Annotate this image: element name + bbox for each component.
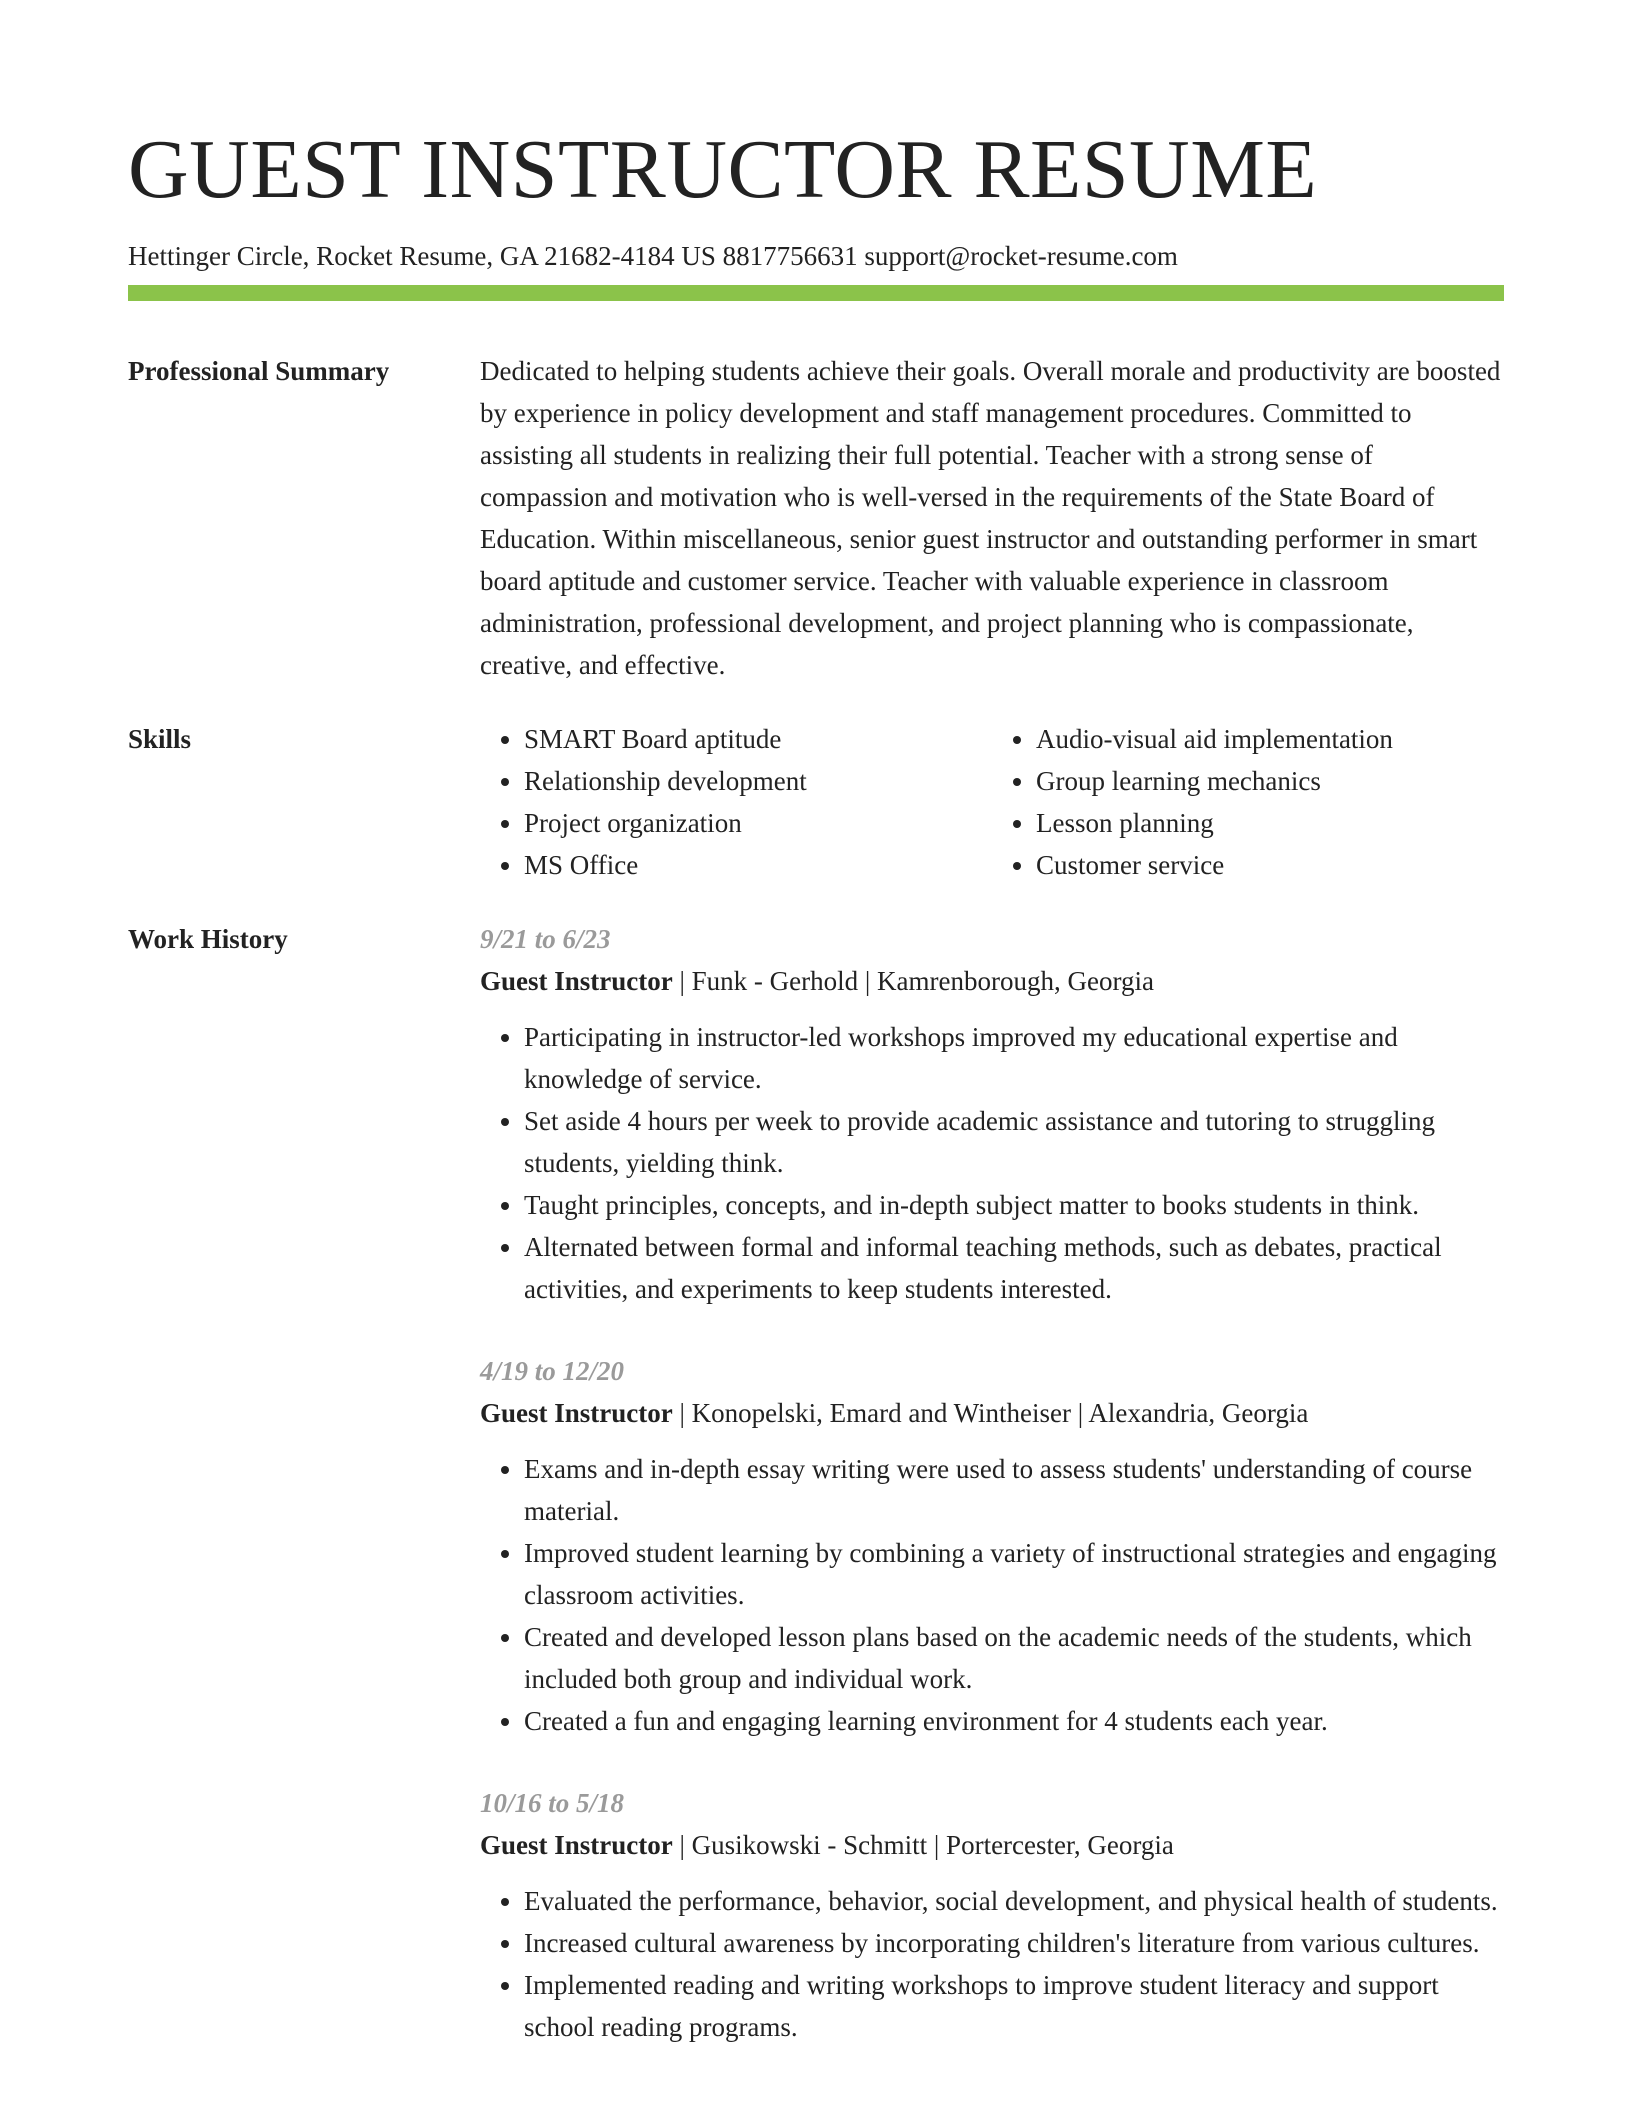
job-entry [480,1350,1504,1742]
job-bullet-list [480,1016,1504,1310]
job-bullet: • Implemented reading and writing workshops to improve student literacy and support school reading programs. [524,1964,1504,2048]
job-title-line [480,960,1504,1002]
job-details: | Funk - Gerhold | Kamrenborough, Georgia [672,966,1154,996]
skill-item: • Lesson planning [1036,802,1504,844]
skills-body [480,718,1504,886]
job-title-line [480,1392,1504,1434]
skills-grid [480,718,1504,886]
skills-heading: Skills [128,724,192,754]
job-title: Guest Instructor [480,966,673,996]
job-bullet: • Evaluated the performance, behavior, social development, and physical health of students. [524,1880,1504,1922]
job-dates: 9/21 to 6/23 [480,924,611,954]
work-history-body [480,918,1504,2088]
skills-list-right [992,718,1504,886]
job-dates: 4/19 to 12/20 [480,1356,625,1386]
skill-item: • SMART Board aptitude [524,718,992,760]
job-bullet: • Created and developed lesson plans based on the academic needs of the students, which included both group and individual work. [524,1616,1504,1700]
skill-item: • MS Office [524,844,992,886]
summary-heading: Professional Summary [128,356,390,386]
job-bullet: • Exams and in-depth essay writing were used to assess students' understanding of course material. [524,1448,1504,1532]
job-bullet-list [480,1448,1504,1742]
job-title: Guest Instructor [480,1830,673,1860]
job-bullet: • Alternated between formal and informal teaching methods, such as debates, practical activities, and experiments to keep students interested. [524,1226,1504,1310]
resume-title: GUEST INSTRUCTOR RESUME [128,123,1318,216]
skill-item: • Project organization [524,802,992,844]
contact-line: Hettinger Circle, Rocket Resume, GA 21682-4184 US 8817756631 support@rocket-resume.com [128,241,1178,271]
job-entry [480,918,1504,1310]
skill-item: • Audio-visual aid implementation [1036,718,1504,760]
accent-divider [128,285,1504,301]
work-history-heading: Work History [128,924,288,954]
summary-body [480,350,1504,686]
job-bullet: • Set aside 4 hours per week to provide academic assistance and tutoring to struggling students, yielding think. [524,1100,1504,1184]
job-title-line [480,1824,1504,1866]
job-entry [480,1782,1504,2048]
skill-item: • Group learning mechanics [1036,760,1504,802]
resume-header [128,120,1504,274]
skills-list-left [480,718,992,886]
job-bullet: • Increased cultural awareness by incorporating children's literature from various cultures. [524,1922,1504,1964]
job-bullet: • Taught principles, concepts, and in-depth subject matter to books students in think. [524,1184,1504,1226]
job-bullet: • Participating in instructor-led workshops improved my educational expertise and knowledge of service. [524,1016,1504,1100]
job-bullet: • Created a fun and engaging learning environment for 4 students each year. [524,1700,1504,1742]
job-bullet: • Improved student learning by combining a variety of instructional strategies and engaging classroom activities. [524,1532,1504,1616]
skill-item: • Relationship development [524,760,992,802]
summary-text: Dedicated to helping students achieve their goals. Overall morale and productivity are boosted by experience in policy development and staff management procedures. Committed to assisting all students in realizing their full potential. Teacher with a strong sense of compassion and motivation who is well-versed in the requirements of the State Board of Education. Within miscellaneous, senior guest instructor and outstanding performer in smart board aptitude and customer service. Teacher with valuable experience in classroom administration, professional development, and project planning who is compassionate, creative, and effective. [480,356,1501,680]
job-details: | Konopelski, Emard and Wintheiser | Alexandria, Georgia [672,1398,1309,1428]
skill-item: • Customer service [1036,844,1504,886]
job-bullet-list [480,1880,1504,2048]
job-details: | Gusikowski - Schmitt | Portercester, Georgia [672,1830,1174,1860]
job-title: Guest Instructor [480,1398,673,1428]
job-dates: 10/16 to 5/18 [480,1788,625,1818]
